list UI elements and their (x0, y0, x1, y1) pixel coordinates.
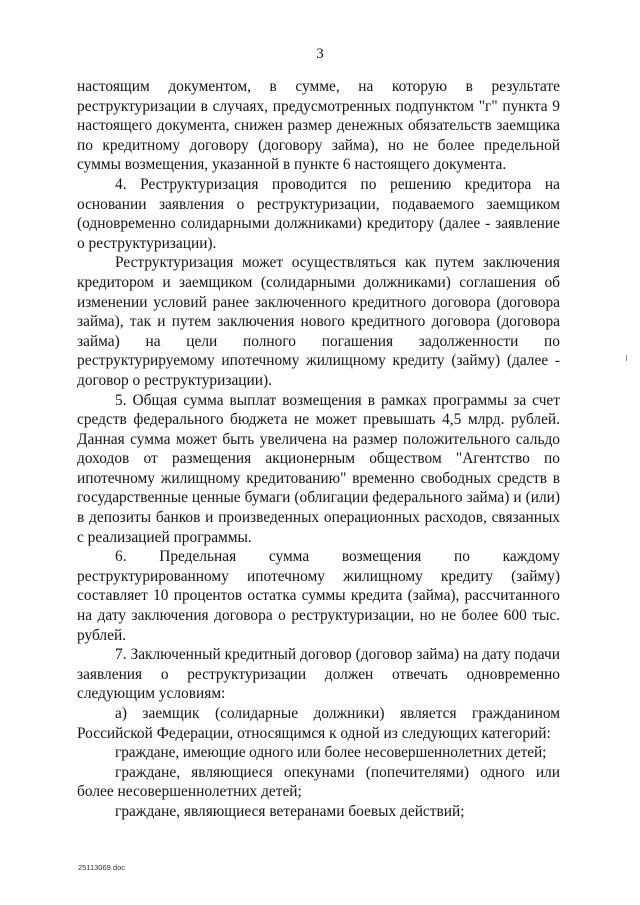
paragraph-restructuring-methods: Реструктуризация может осуществляться как путем заключения кредитором и заемщиком (солидарными должниками) соглашения об изменении условий ранее заключенного кредитного договора (договора займа), так и путем заключения нового кредитного договора (договора займа) на цели полного погашения задолженности по реструктурируемому ипотечному жилищному кредиту (займу) (далее - договор о реструктуризации). (77, 254, 560, 389)
scan-edge-mark (626, 355, 627, 361)
page-number: 3 (316, 46, 324, 62)
document-body (77, 77, 560, 822)
paragraph-subitem-a: а) заемщик (солидарные должники) является гражданином Российской Федерации, относящимся к одной из следующих категорий: (77, 705, 560, 742)
list-item-minor-children: граждане, имеющие одного или более несовершеннолетних детей; (115, 744, 547, 762)
paragraph-continuation: настоящим документом, в сумме, на которую в результате реструктуризации в случаях, предусмотренных подпунктом "г" пункта 9 настоящего документа, снижен размер денежных обязательств заемщика по кредитному договору (договору займа), но не более предельной суммы возмещения, указанной в пункте 6 настоящего документа. (77, 78, 560, 174)
footer-filename: 25113069.doc (78, 863, 125, 872)
paragraph-item-4: 4. Реструктуризация проводится по решению кредитора на основании заявления о реструктуризации, подаваемого заемщиком (одновременно солидарными должниками) кредитору (далее - заявление о реструктуризации). (77, 175, 560, 252)
paragraph-item-5: 5. Общая сумма выплат возмещения в рамках программы за счет средств федерального бюджета не может превышать 4,5 млрд. рублей. Данная сумма может быть увеличена на размер положительного сальдо доходов от размещения акционерным обществом "Агентство по ипотечному жилищному кредитованию" временно свободных средств в государственные ценные бумаги (облигации федерального займа) и (или) в депозиты банков и произведенных операционных расходов, связанных с реализацией программы. (77, 391, 560, 546)
paragraph-item-7: 7. Заключенный кредитный договор (договор займа) на дату подачи заявления о реструктуризации должен отвечать одновременно следующим условиям: (77, 646, 560, 703)
list-item-guardians: граждане, являющиеся опекунами (попечителями) одного или более несовершеннолетних детей; (77, 763, 560, 801)
paragraph-item-6: 6. Предельная сумма возмещения по каждому реструктурированному ипотечному жилищному кредиту (займу) составляет 10 процентов остатка суммы кредита (займа), рассчитанного на дату заключения договора о реструктуризации, но не более 600 тыс. рублей. (77, 548, 560, 644)
list-item-veterans: граждане, являющиеся ветеранами боевых действий; (115, 802, 465, 820)
